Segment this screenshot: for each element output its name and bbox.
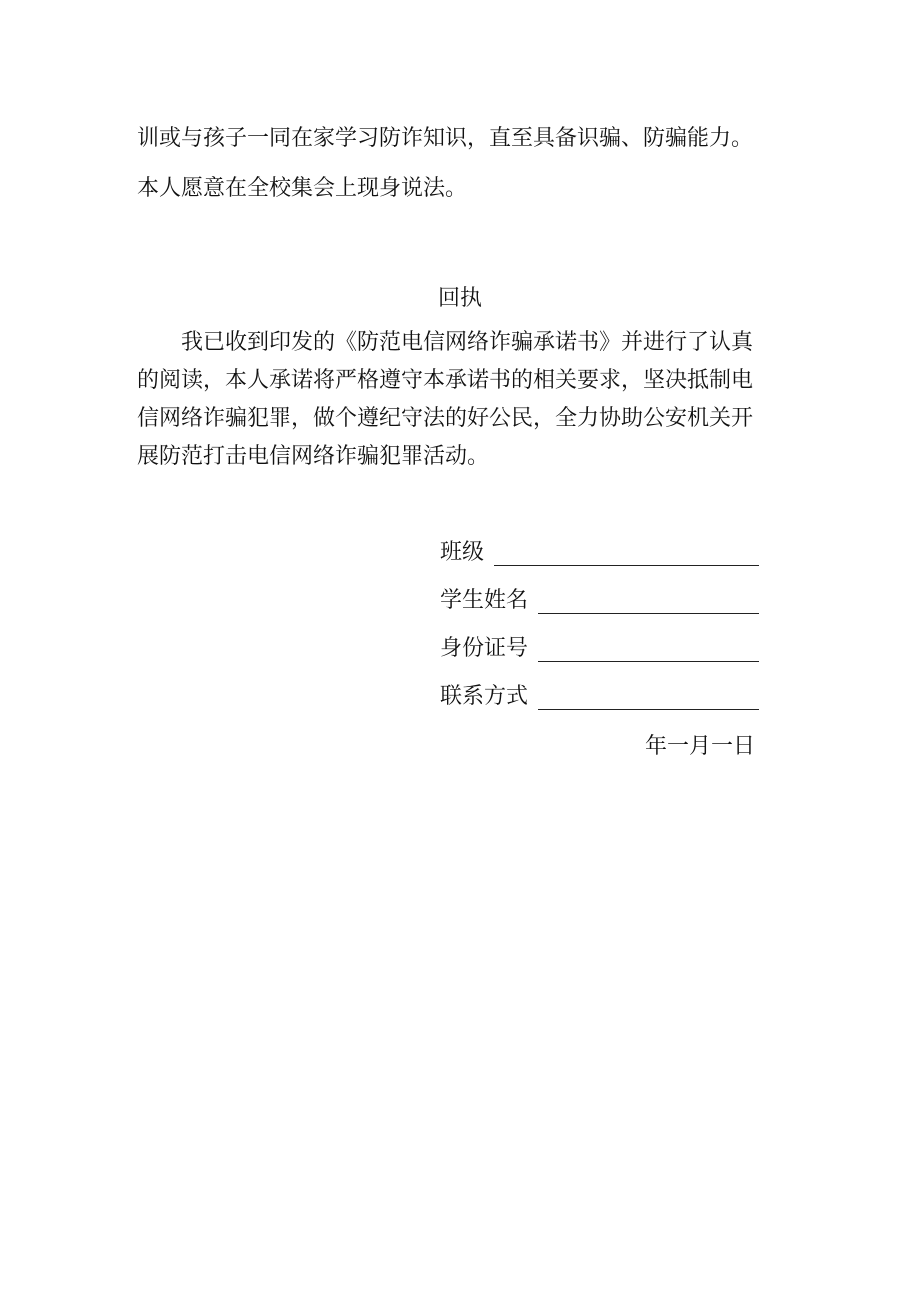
contact-field	[440, 682, 759, 712]
body-text-line: 训或与孩子一同在家学习防诈知识，直至具备识骗、防骗能力。	[137, 126, 754, 151]
contact-blank-line[interactable]	[538, 687, 759, 710]
receipt-text-line: 信网络诈骗犯罪，做个遵纪守法的好公民，全力协助公安机关开	[137, 406, 754, 431]
receipt-text-line: 的阅读，本人承诺将严格遵守本承诺书的相关要求，坚决抵制电	[137, 368, 754, 393]
body-text-line: 本人愿意在全校集会上现身说法。	[137, 176, 468, 201]
id-number-blank-line[interactable]	[538, 639, 759, 662]
class-field	[440, 538, 759, 568]
date-line: 年一月一日	[645, 734, 756, 759]
receipt-title: 回执	[437, 286, 482, 311]
student-name-blank-line[interactable]	[538, 591, 759, 614]
student-name-field	[440, 586, 759, 616]
id-number-label: 身份证号	[440, 636, 529, 661]
receipt-text-line: 展防范打击电信网络诈骗犯罪活动。	[137, 444, 490, 469]
contact-label: 联系方式	[440, 684, 529, 709]
class-label: 班级	[440, 540, 485, 565]
student-name-label: 学生姓名	[440, 588, 529, 613]
id-number-field	[440, 634, 759, 664]
receipt-text-line: 我已收到印发的《防范电信网络诈骗承诺书》并进行了认真	[137, 330, 754, 355]
class-blank-line[interactable]	[494, 543, 759, 566]
